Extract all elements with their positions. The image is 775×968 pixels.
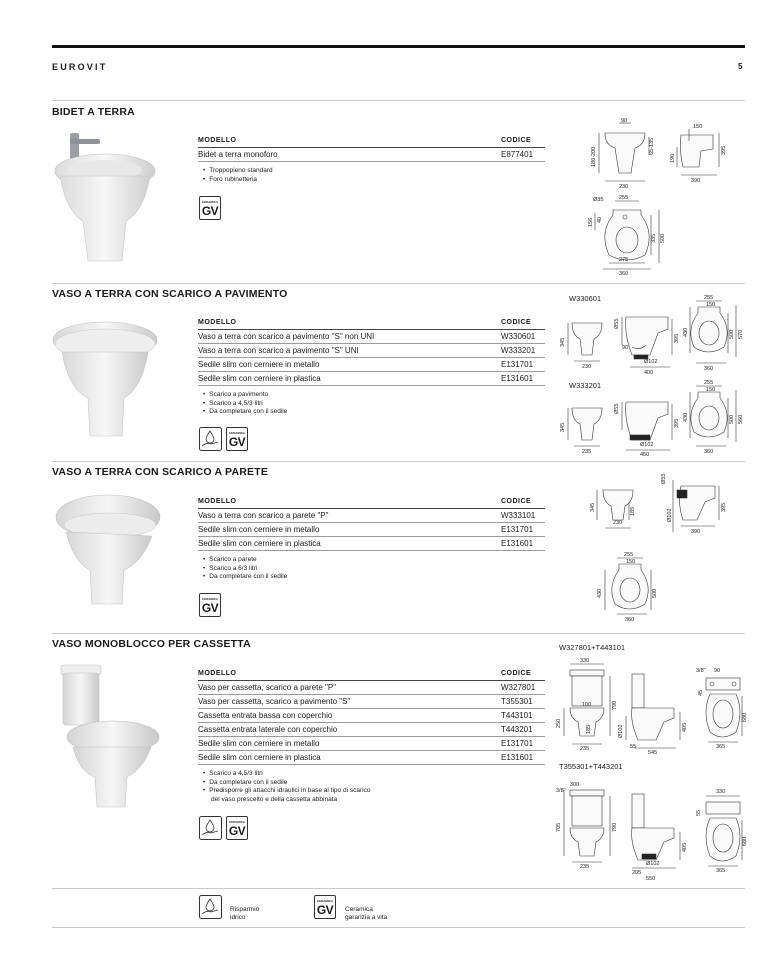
water-saving-icon — [199, 816, 223, 841]
row-code: T355301 — [501, 697, 533, 706]
ceramica-gv-badge — [199, 196, 221, 220]
dim-label: 680 — [742, 836, 748, 846]
legend-water-saving — [230, 906, 259, 921]
row-model: Sedile slim con cerniere in plastica — [198, 374, 321, 383]
row-code: W333101 — [501, 511, 536, 520]
dim-label: 255 — [704, 295, 714, 301]
drawing-label: W333201 — [569, 381, 602, 390]
bidet-model-table — [198, 137, 545, 162]
dim-label: 705 — [556, 822, 562, 832]
dim-label: 90 — [714, 668, 721, 674]
dim-label: 395 — [721, 502, 727, 512]
bidet-notes — [203, 167, 273, 184]
dim-label: Ø102 — [618, 724, 624, 738]
dim-label: 395 — [674, 333, 680, 343]
row-model: Vaso per cassetta, scarico a parete "P" — [198, 683, 337, 692]
badge-small-text: CERAMICA — [201, 597, 219, 601]
table-header — [198, 319, 545, 330]
row-code: E131601 — [501, 539, 534, 548]
dim-label: 235 — [582, 449, 592, 455]
dim-label: 395 — [721, 145, 727, 155]
wall-toilet-product-image — [50, 492, 162, 612]
badge-gv-text: GV — [228, 824, 246, 838]
dim-label: 570 — [738, 329, 744, 339]
badge-gv-text: GV — [201, 601, 219, 615]
dim-label: 430 — [597, 588, 603, 598]
top-rule — [52, 45, 745, 48]
wall-toilet-notes — [203, 556, 287, 582]
column-header-code: CODICE — [501, 137, 532, 144]
row-model: Vaso per cassetta, scarico a pavimento "S" — [198, 697, 351, 706]
dim-label: 360 — [704, 366, 714, 372]
ceramica-gv-badge — [314, 895, 336, 919]
dim-label: 185 — [586, 724, 592, 734]
dim-label: 45 — [698, 689, 704, 696]
dim-label: 560 — [738, 414, 744, 424]
note-item: • Scarico a 6/3 litri — [203, 565, 287, 574]
dim-label: 275 — [619, 257, 629, 263]
column-header-model: MODELLO — [198, 498, 237, 505]
close-coupled-notes — [203, 770, 370, 804]
table-row — [198, 358, 545, 372]
row-model: Sedile slim con cerniere in metallo — [198, 525, 320, 534]
table-row — [198, 330, 545, 344]
section-title-vaso-pavimento: VASO A TERRA CON SCARICO A PAVIMENTO — [52, 288, 288, 300]
row-code: W333201 — [501, 346, 536, 355]
dim-label: 65-135 — [649, 137, 655, 155]
table-row — [198, 537, 545, 551]
dim-label: 255 — [619, 195, 629, 201]
dim-label: 40 — [597, 216, 603, 223]
dim-label: 150 — [693, 124, 703, 130]
badge-gv-text: GV — [228, 435, 246, 449]
row-code: W327801 — [501, 683, 536, 692]
dim-label: Ø55 — [661, 473, 667, 484]
dim-label: 205 — [632, 870, 642, 876]
dim-label: 365 — [716, 744, 726, 750]
close-coupled-technical-drawing — [550, 656, 748, 886]
close-coupled-toilet-product-image — [55, 661, 163, 811]
legend-line: Risparmio — [230, 906, 260, 913]
table-row — [198, 344, 545, 358]
separator — [52, 888, 745, 889]
dim-label: 185 — [630, 506, 636, 516]
table-header — [198, 137, 545, 148]
separator — [52, 461, 745, 462]
section-title-vaso-parete: VASO A TERRA CON SCARICO A PARETE — [52, 466, 269, 478]
dim-label: 345 — [560, 422, 566, 432]
dim-label: 250 — [556, 718, 562, 728]
dim-label: 345 — [590, 502, 596, 512]
dim-label: 405 — [682, 722, 688, 732]
dim-label: 255 — [704, 380, 714, 386]
dim-label: 156 — [588, 217, 594, 227]
dim-label: 90 — [622, 345, 629, 351]
page-number: 5 — [738, 62, 743, 71]
dim-label: Ø102 — [646, 861, 660, 867]
row-model: Cassetta entrata laterale con coperchio — [198, 725, 338, 734]
dim-label: 790 — [612, 822, 618, 832]
legend-line: Ceramica — [345, 906, 373, 913]
row-model: Sedile slim con cerniere in plastica — [198, 753, 321, 762]
dim-label: 545 — [648, 750, 658, 756]
table-row — [198, 523, 545, 537]
note-item: del vaso prescelto e della cassetta abbinata — [211, 795, 338, 803]
table-row — [198, 751, 545, 765]
dim-label: 500 — [729, 329, 735, 339]
row-code: E877401 — [501, 150, 534, 159]
table-row — [198, 509, 545, 523]
table-row — [198, 709, 545, 723]
table-header — [198, 670, 545, 681]
dim-label: 190 — [670, 153, 676, 163]
row-model: Vaso a terra con scarico a pavimento "S" UNI — [198, 346, 359, 355]
floor-toilet-model-table — [198, 319, 545, 386]
dim-label: 180-200 — [591, 146, 597, 167]
row-model: Cassetta entrata bassa con coperchio — [198, 711, 333, 720]
dim-label: 365 — [716, 868, 726, 874]
row-model: Sedile slim con cerniere in metallo — [198, 360, 320, 369]
legend-ceramica-gv — [345, 906, 387, 921]
column-header-code: CODICE — [501, 319, 532, 326]
dim-label: 330 — [580, 658, 590, 664]
column-header-code: CODICE — [501, 498, 532, 505]
badge-small-text: CERAMICA — [201, 200, 219, 204]
drawing-label: W327801+T443101 — [559, 643, 626, 652]
water-saving-icon — [199, 427, 223, 452]
dim-label: 680 — [742, 712, 748, 722]
floor-toilet-product-image — [48, 318, 163, 443]
note-item: • Da completare con il sedile — [203, 408, 287, 417]
dim-label: 3/8" — [696, 668, 706, 674]
row-code: E131601 — [501, 753, 534, 762]
dim-label: Ø102 — [640, 442, 654, 448]
dim-label: 330 — [716, 789, 726, 795]
dim-label: 335 — [651, 233, 657, 243]
column-header-code: CODICE — [501, 670, 532, 677]
column-header-model: MODELLO — [198, 670, 237, 677]
row-model: Sedile slim con cerniere in metallo — [198, 739, 320, 748]
dim-label: 390 — [691, 178, 701, 184]
note-item: • Da completare con il sedile — [203, 573, 287, 582]
dim-label: Ø102 — [667, 508, 673, 522]
dim-label: 3/8" — [556, 788, 566, 794]
dim-label: 430 — [683, 412, 689, 422]
table-row — [198, 681, 545, 695]
row-code: W330601 — [501, 332, 536, 341]
floor-toilet-technical-drawing — [560, 295, 745, 458]
dim-label: 230 — [613, 520, 623, 526]
dim-label: 55 — [696, 809, 702, 816]
table-row — [198, 148, 545, 162]
dim-label: 230 — [582, 364, 592, 370]
note-item: • Troppopieno standard — [203, 167, 273, 176]
ceramica-gv-badge — [199, 593, 221, 617]
row-model: Bidet a terra monoforo — [198, 150, 278, 159]
dim-label: 100 — [582, 702, 592, 708]
dim-label: Ø35 — [593, 197, 604, 203]
dim-label: 150 — [706, 302, 716, 308]
row-code: E131701 — [501, 525, 534, 534]
ceramica-gv-badge — [226, 816, 248, 840]
separator — [52, 927, 745, 928]
dim-label: 345 — [560, 337, 566, 347]
dim-label: 400 — [644, 370, 654, 376]
note-item: • Scarico a 4,5/3 litri — [203, 400, 287, 409]
dim-label: 360 — [619, 271, 629, 277]
table-header — [198, 498, 545, 509]
bidet-technical-drawing — [585, 115, 745, 275]
dim-label: 235 — [580, 864, 590, 870]
note-item: • Predisporre gli attacchi idraulici in base al tipo di scarico — [203, 787, 370, 796]
dim-label: 255 — [624, 552, 634, 558]
dim-label: 360 — [704, 449, 714, 455]
column-header-model: MODELLO — [198, 319, 237, 326]
dim-label: 55 — [630, 744, 637, 750]
dim-label: 500 — [652, 588, 658, 598]
separator — [52, 633, 745, 634]
note-item: • Foro rubinetteria — [203, 176, 273, 185]
wall-toilet-model-table — [198, 498, 545, 551]
legend-line: garanzia a vita — [345, 913, 388, 921]
dim-label: Ø102 — [644, 359, 658, 365]
row-code: E131701 — [501, 739, 534, 748]
bidet-product-image — [48, 126, 163, 266]
dim-label: 230 — [619, 184, 629, 190]
floor-toilet-notes — [203, 391, 287, 417]
note-item: • Scarico a 4,5/3 litri — [203, 770, 370, 779]
dim-label: 500 — [729, 414, 735, 424]
badge-small-text: CERAMICA — [228, 431, 246, 435]
note-item: • Scarico a pavimento — [203, 391, 287, 400]
dim-label: 405 — [682, 842, 688, 852]
section-title-bidet: BIDET A TERRA — [52, 106, 135, 118]
dim-label: 550 — [646, 876, 656, 882]
dim-label: 395 — [674, 418, 680, 428]
dim-label: 390 — [691, 529, 701, 535]
badge-small-text: CERAMICA — [228, 820, 246, 824]
dim-label: 430 — [683, 327, 689, 337]
drawing-label: T355301+T443201 — [559, 762, 623, 771]
dim-label: 150 — [626, 559, 636, 565]
note-item: • Scarico a parete — [203, 556, 287, 565]
separator — [52, 100, 745, 101]
dim-label: 150 — [706, 387, 716, 393]
badge-gv-text: GV — [316, 903, 334, 917]
brand-name: EUROVIT — [52, 62, 108, 72]
wall-toilet-technical-drawing — [585, 472, 745, 622]
separator — [52, 283, 745, 284]
row-code: E131701 — [501, 360, 534, 369]
badge-small-text: CERAMICA — [316, 899, 334, 903]
badge-gv-text: GV — [201, 204, 219, 218]
dim-label: 300 — [570, 782, 580, 788]
dim-label: 360 — [625, 617, 635, 623]
dim-label: 90 — [621, 118, 628, 124]
dim-label: 500 — [660, 233, 666, 243]
row-code: E131601 — [501, 374, 534, 383]
row-model: Vaso a terra con scarico a pavimento "S" non UNI — [198, 332, 375, 341]
legend-line: idrico — [230, 913, 246, 921]
row-model: Sedile slim con cerniere in plastica — [198, 539, 321, 548]
row-code: T443101 — [501, 711, 533, 720]
table-row — [198, 372, 545, 386]
table-row — [198, 723, 545, 737]
row-model: Vaso a terra con scarico a parete "P" — [198, 511, 329, 520]
column-header-model: MODELLO — [198, 137, 237, 144]
section-title-monoblocco: VASO MONOBLOCCO PER CASSETTA — [52, 638, 251, 650]
drawing-label: W330601 — [569, 294, 602, 303]
close-coupled-model-table — [198, 670, 545, 765]
dim-label: Ø55 — [614, 318, 620, 329]
water-saving-icon — [199, 895, 223, 920]
dim-label: 790 — [612, 700, 618, 710]
ceramica-gv-badge — [226, 427, 248, 451]
dim-label: 235 — [580, 746, 590, 752]
table-row — [198, 737, 545, 751]
dim-label: 450 — [640, 452, 650, 458]
table-row — [198, 695, 545, 709]
note-item: • Da completare con il sedile — [203, 779, 370, 788]
row-code: T443201 — [501, 725, 533, 734]
dim-label: Ø55 — [614, 403, 620, 414]
